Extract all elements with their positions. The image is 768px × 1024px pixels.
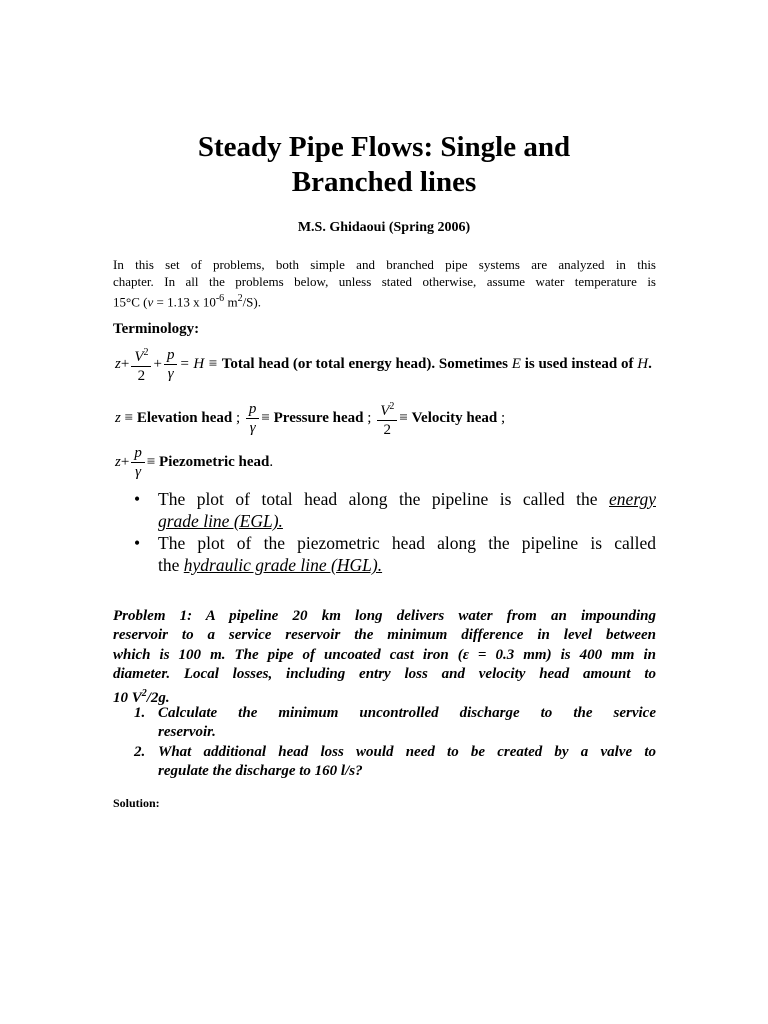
bullet-dot: • [134, 489, 141, 509]
solution-label: Solution: [113, 796, 160, 810]
water-temperature: 15°C [113, 294, 140, 310]
intro-paragraph [113, 256, 656, 310]
page-title [0, 130, 768, 200]
piezometric-head-equation: z+ $\frac{p}{\gamma}$ ≡ Piezometric head. [115, 445, 274, 480]
task-item: 2. What additional head loss would need to be created by a valve to regulate the discharge to 160 l/s? [134, 743, 656, 779]
intro-line-2: chapter. In all the problems below, unless stated otherwise, assume water temperature is [113, 274, 656, 289]
pressure-head-fraction: $\frac{p}{\gamma}$ [164, 346, 178, 383]
title-line-1: Steady Pipe Flows: Single and [197, 131, 571, 163]
title-line-2: Branched lines [291, 166, 477, 198]
bullet-hgl: • The plot of the piezometric head along the pipeline is called the hydraulic grade line (HGL). [134, 533, 656, 575]
task-item: 1. Calculate the minimum uncontrolled discharge to the service reservoir. [134, 705, 656, 741]
author-line: M.S. Ghidaoui (Spring 2006) [297, 220, 471, 235]
total-head-equation: z+ $\frac{V^2}{2}$ + $\frac{p}{\gamma}$ = H ≡ Total head (or total energy head). Sometimes E is used instead of H. [115, 344, 652, 385]
intro-line-1: In this set of problems, both simple and branched pipe systems are analyzed in this [113, 257, 656, 272]
velocity-head-fraction: $\frac{V^2}{2}$ [131, 344, 151, 385]
bullet-egl: • The plot of total head along the pipeline is called the energy grade line (EGL). [134, 489, 656, 531]
head-components-equation: z ≡ Elevation head ; $\frac{p}{\gamma}$ ≡ Pressure head ; $\frac{V^2}{2}$ ≡ Velocity head ; [115, 398, 505, 439]
intro-line-3: 15°C (v = 1.13 x $10^{-6}$ $m^2/S$). [113, 293, 261, 310]
problem-1-statement: Problem 1: A pipeline 20 km long delivers water from an impounding reservoir to a service reservoir the minimum difference in level between which is 100 m. The pipe of uncoated cast iron (ε = 0.3 mm) is 400 mm in diameter. Local losses, including entry loss and velocity head amount to 10 $V^2/2g$. [113, 608, 656, 707]
definition-bullets [134, 488, 656, 576]
bullet-dot: • [134, 533, 141, 553]
problem-1-tasks [134, 704, 656, 781]
egl-term-part1: energy [609, 489, 656, 509]
hgl-term: hydraulic grade line (HGL). [183, 555, 383, 575]
nu-symbol: v [147, 294, 154, 310]
egl-term-part2: grade line (EGL). [158, 511, 283, 531]
terminology-heading: Terminology: [113, 321, 200, 337]
